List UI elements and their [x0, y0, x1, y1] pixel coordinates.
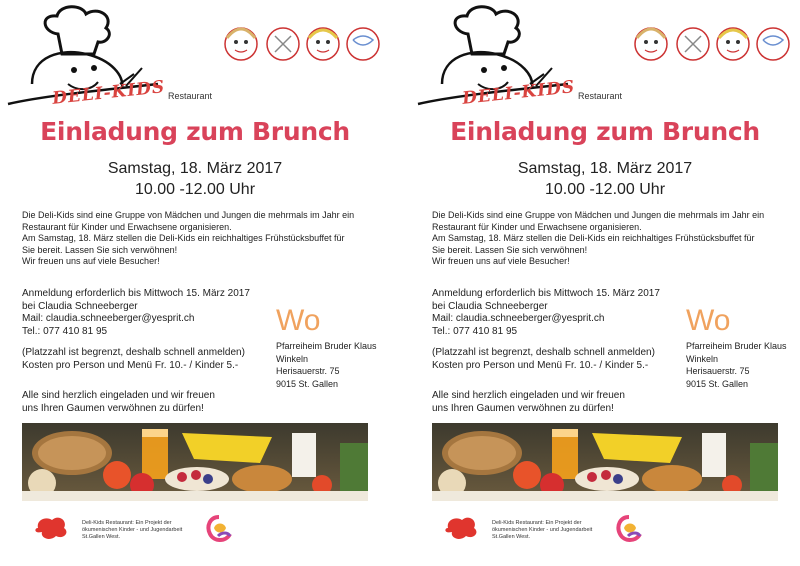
description-line: Wir freuen uns auf viele Besucher! — [432, 256, 570, 266]
description — [432, 210, 800, 268]
description-line: Die Deli-Kids sind eine Gruppe von Mädchen und Jungen die mehrmals im Jahr ein — [432, 210, 765, 220]
description-line: Die Deli-Kids sind eine Gruppe von Mädchen und Jungen die mehrmals im Jahr ein — [22, 210, 355, 220]
deli-kids-splash-logo — [444, 514, 480, 540]
registration-phone: Tel.: 077 410 81 95 — [432, 325, 518, 337]
description — [22, 210, 392, 268]
description-line: Wir freuen uns auf viele Besucher! — [22, 256, 160, 266]
page-title: Einladung zum Brunch — [450, 117, 760, 146]
closing-message — [22, 390, 282, 415]
logo-subtitle: Restaurant — [578, 91, 623, 101]
registration-line: bei Claudia Schneeberger — [432, 300, 548, 312]
address-line: 9015 St. Gallen — [276, 378, 339, 389]
closing-line: Alle sind herzlich eingeladen und wir freuen — [22, 390, 215, 401]
closing-message — [432, 390, 692, 415]
address-line: Pfarreiheim Bruder Klaus — [276, 341, 377, 351]
registration-line: Anmeldung erforderlich bis Mittwoch 15. März 2017 — [432, 288, 660, 299]
footer-line: Deli-Kids Restaurant: Ein Projekt der — [492, 520, 582, 526]
address-line: Winkeln — [686, 353, 719, 364]
capacity-note — [432, 347, 692, 372]
logo-subtitle: Restaurant — [168, 91, 213, 101]
address-line: Herisauerstr. 75 — [276, 366, 340, 376]
description-line: Restaurant für Kinder und Erwachsene organisieren. — [22, 221, 232, 232]
description-line: Sie bereit. Lassen Sie sich verwöhnen! — [22, 244, 178, 255]
footer-note — [492, 520, 632, 541]
church-youth-logo — [204, 514, 234, 544]
logo-brand: DELI-KIDS — [51, 77, 167, 109]
footer-line: ökumenischen Kinder - und Jugendarbeit — [82, 527, 183, 533]
registration-info — [22, 288, 282, 338]
footer-line: Deli-Kids Restaurant: Ein Projekt der — [82, 520, 172, 526]
footer-line: St.Gallen West. — [492, 534, 531, 540]
address-line: 9015 St. Gallen — [686, 378, 749, 389]
deli-kids-splash-logo — [34, 514, 70, 540]
closing-line: uns Ihren Gaumen verwöhnen zu dürfen! — [22, 402, 204, 414]
where-heading: Wo — [686, 304, 731, 337]
note-line: (Platzzahl ist begrenzt, deshalb schnell anmelden) — [22, 347, 245, 358]
page-title: Einladung zum Brunch — [40, 117, 350, 146]
registration-email: Mail: claudia.schneeberger@yesprit.ch — [432, 313, 605, 324]
footer-note — [82, 520, 222, 541]
address-line: Herisauerstr. 75 — [686, 366, 750, 376]
where-heading: Wo — [276, 304, 321, 337]
venue-address — [686, 340, 787, 390]
kids-faces-illustration — [223, 20, 383, 70]
description-line: Sie bereit. Lassen Sie sich verwöhnen! — [432, 244, 588, 255]
capacity-note — [22, 347, 282, 372]
price-line: Kosten pro Person und Menü Fr. 10.- / Kinder 5.- — [22, 359, 239, 371]
price-line: Kosten pro Person und Menü Fr. 10.- / Kinder 5.- — [432, 359, 649, 371]
breakfast-photo — [22, 423, 368, 501]
church-youth-logo — [614, 514, 644, 544]
footer-line: ökumenischen Kinder - und Jugendarbeit — [492, 527, 593, 533]
event-time: 10.00 -12.00 Uhr — [544, 181, 666, 198]
venue-address — [276, 340, 377, 390]
event-date: Samstag, 18. März 2017 — [107, 160, 283, 177]
registration-info — [432, 288, 692, 338]
event-date: Samstag, 18. März 2017 — [517, 160, 693, 177]
description-line: Am Samstag, 18. März stellen die Deli-Kids ein reichhaltiges Frühstücksbuffet für — [432, 233, 755, 243]
closing-line: Alle sind herzlich eingeladen und wir freuen — [432, 390, 625, 401]
kids-faces-illustration — [633, 20, 793, 70]
logo-brand: DELI-KIDS — [461, 77, 577, 109]
event-time: 10.00 -12.00 Uhr — [134, 181, 256, 198]
registration-line: bei Claudia Schneeberger — [22, 300, 138, 312]
footer-line: St.Gallen West. — [82, 534, 121, 540]
description-line: Restaurant für Kinder und Erwachsene organisieren. — [432, 221, 642, 232]
address-line: Pfarreiheim Bruder Klaus — [686, 341, 787, 351]
description-line: Am Samstag, 18. März stellen die Deli-Kids ein reichhaltiges Frühstücksbuffet für — [22, 233, 345, 243]
registration-email: Mail: claudia.schneeberger@yesprit.ch — [22, 313, 195, 324]
flyer-right — [410, 0, 800, 566]
registration-line: Anmeldung erforderlich bis Mittwoch 15. März 2017 — [22, 288, 250, 299]
note-line: (Platzzahl ist begrenzt, deshalb schnell anmelden) — [432, 347, 655, 358]
breakfast-photo — [432, 423, 778, 501]
registration-phone: Tel.: 077 410 81 95 — [22, 325, 108, 337]
address-line: Winkeln — [276, 353, 309, 364]
closing-line: uns Ihren Gaumen verwöhnen zu dürfen! — [432, 402, 614, 414]
